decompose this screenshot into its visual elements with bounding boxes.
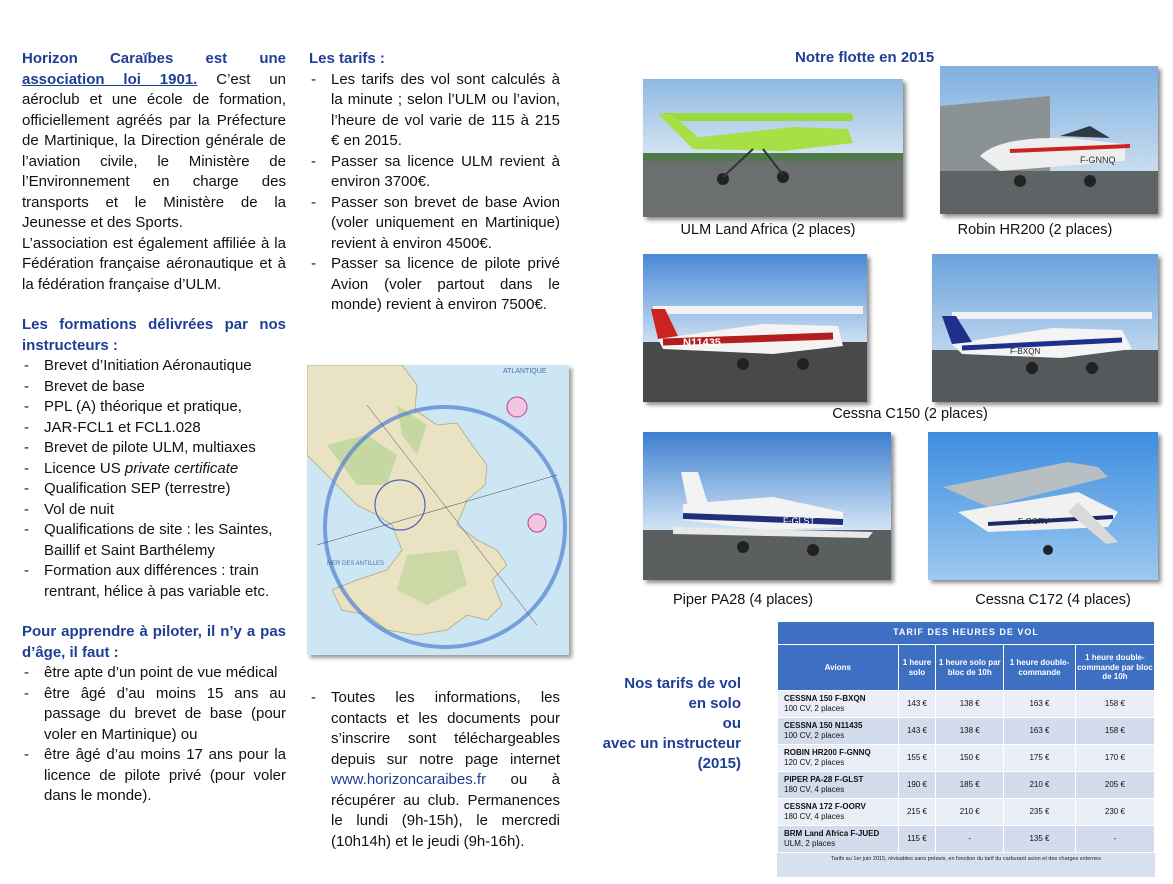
price-cell: 163 € <box>1004 691 1076 718</box>
martinique-map <box>307 365 569 655</box>
list-item <box>22 459 286 480</box>
rates-line: en solo <box>688 695 741 712</box>
plane-spec: 100 CV, 2 places <box>784 704 845 713</box>
list-item: - être âgé d’au moins 15 ans au passage du brevet de base (pour voler en Martinique) ou <box>22 684 286 746</box>
map-illustration <box>307 365 569 655</box>
age-list <box>22 663 286 807</box>
plane-name: PIPER PA-28 F-GLST <box>784 775 864 784</box>
licence-us-prefix: Licence US <box>44 459 125 477</box>
photo-ulm-land-africa <box>643 79 903 217</box>
cessna150b-registration: F-BXQN <box>1010 347 1041 356</box>
tarifs-title: Les tarifs : <box>309 50 385 67</box>
list-item: - Passer sa licence ULM revient à environ 3700€. <box>309 152 560 193</box>
price-cell: 210 € <box>1004 772 1076 799</box>
plane-name: CESSNA 172 F-OORV <box>784 802 866 811</box>
list-item: - Brevet de pilote ULM, multiaxes <box>22 438 286 459</box>
plane-cell <box>778 691 899 718</box>
plane-cell <box>778 772 899 799</box>
licence-us-italic: private certificate <box>124 459 239 477</box>
price-cell: 163 € <box>1004 718 1076 745</box>
intro-paragraph <box>22 49 286 234</box>
photo-cessna150-a <box>643 254 867 402</box>
price-cell: 185 € <box>936 772 1004 799</box>
price-cell: 135 € <box>1004 826 1076 853</box>
plane-name: CESSNA 150 F-BXQN <box>784 694 866 703</box>
list-item <box>309 688 560 852</box>
table-row <box>778 745 1155 772</box>
info-after: ou à récupérer au club. Permanences le lundi (9h-15h), le mercredi (10h14h) et le jeudi (9h-16h). <box>331 771 560 850</box>
website-link[interactable]: www.horizoncaraibes.fr <box>331 771 487 788</box>
tarif-table <box>777 621 1155 853</box>
rates-side-title <box>585 674 741 774</box>
price-cell: 205 € <box>1075 772 1154 799</box>
caption-piper: Piper PA28 (4 places) <box>673 592 813 608</box>
price-cell: 138 € <box>936 691 1004 718</box>
plane-name: BRM Land Africa F-JUED <box>784 829 880 838</box>
robin-registration: F-GNNQ <box>1080 155 1116 165</box>
photo-robin-hr200 <box>940 66 1158 214</box>
age-title: Pour apprendre à piloter, il n’y a pas d’âge, il faut : <box>22 623 286 661</box>
list-item: - Passer sa licence de pilote privé Avion (voler partout dans le monde) revient à environ 7500€. <box>309 254 560 316</box>
rates-line: avec un instructeur <box>602 735 741 752</box>
rates-line: (2015) <box>697 755 741 772</box>
price-cell: 190 € <box>898 772 936 799</box>
association-link[interactable]: association loi 1901. <box>22 70 198 88</box>
table-row <box>778 799 1155 826</box>
plane-cell <box>778 718 899 745</box>
price-cell: 158 € <box>1075 718 1154 745</box>
column-header: 1 heure solo par bloc de 10h <box>936 645 1004 691</box>
price-cell: - <box>1075 826 1154 853</box>
price-cell: 138 € <box>936 718 1004 745</box>
plane-cell <box>778 745 899 772</box>
formations-list <box>22 356 286 602</box>
price-cell: 155 € <box>898 745 936 772</box>
plane-spec: 120 CV, 2 places <box>784 758 845 767</box>
price-cell: 115 € <box>898 826 936 853</box>
price-cell: 215 € <box>898 799 936 826</box>
price-cell: 175 € <box>1004 745 1076 772</box>
caption-cessna150: Cessna C150 (2 places) <box>832 406 988 422</box>
table-row <box>778 826 1155 853</box>
tarifs-list <box>309 70 560 316</box>
cessna172-registration: F-OORV <box>1018 517 1049 526</box>
rates-line: Nos tarifs de vol <box>624 675 741 692</box>
list-item: - Brevet de base <box>22 377 286 398</box>
plane-spec: 180 CV, 4 places <box>784 785 845 794</box>
price-cell: 235 € <box>1004 799 1076 826</box>
formations-title: Les formations délivrées par nos instructeurs : <box>22 316 286 354</box>
list-item: - Vol de nuit <box>22 500 286 521</box>
plane-spec: ULM, 2 places <box>784 839 836 848</box>
column-header: 1 heure double-commande par bloc de 10h <box>1075 645 1154 691</box>
column-header: Avions <box>778 645 899 691</box>
list-item: - être âgé d’au moins 17 ans pour la licence de pilote privé (pour voler dans le monde). <box>22 745 286 807</box>
column-header: 1 heure solo <box>898 645 936 691</box>
table-row <box>778 691 1155 718</box>
table-footnote: Tarifs au 1er juin 2015, révisables sans préavis, en fonction du tarif du carburant avion et des charges externes <box>831 856 1101 862</box>
column-association <box>22 49 286 807</box>
caption-ulm: ULM Land Africa (2 places) <box>680 222 856 238</box>
intro-bold: Horizon Caraïbes est une <box>22 50 286 67</box>
rates-line: ou <box>722 715 741 732</box>
price-cell: - <box>936 826 1004 853</box>
info-before: Toutes les informations, les contacts et les documents pour s’inscrire sont téléchargeables depuis sur notre page internet <box>331 689 560 768</box>
info-block <box>309 688 560 852</box>
price-cell: 230 € <box>1075 799 1154 826</box>
intro-text: C’est un aéroclub et une école de formation, officiellement agréés par la Préfecture de Martinique, la Direction générale de l’aviation civile, le Ministère de l’Environnement en charge des transports et le Ministère de la Jeunesse et des Sports. <box>22 70 286 231</box>
list-item: - Formation aux différences : train rentrant, hélice à pas variable etc. <box>22 561 286 602</box>
list-item: - Passer son brevet de base Avion (voler uniquement en Martinique) revient à environ 4500€. <box>309 193 560 255</box>
fleet-title: Notre flotte en 2015 <box>795 49 935 66</box>
price-cell: 170 € <box>1075 745 1154 772</box>
list-item: - Qualification SEP (terrestre) <box>22 479 286 500</box>
ocean-label: ATLANTIQUE <box>503 368 547 375</box>
caption-robin: Robin HR200 (2 places) <box>957 222 1113 238</box>
tarif-table-card <box>777 621 1155 877</box>
photo-cessna150-b <box>932 254 1158 402</box>
piper-registration: F-GLST <box>783 516 816 526</box>
price-cell: 158 € <box>1075 691 1154 718</box>
list-item: - Qualifications de site : les Saintes, Baillif et Saint Barthélemy <box>22 520 286 561</box>
cessna150-registration: N11435 <box>683 337 721 349</box>
sea-label: MER DES ANTILLES <box>327 561 385 567</box>
plane-name: ROBIN HR200 F-GNNQ <box>784 748 871 757</box>
plane-spec: 180 CV, 4 places <box>784 812 845 821</box>
affiliation-text: L’association est également affiliée à la Fédération française aéronautique et à la fédération française d’ULM. <box>22 234 286 293</box>
list-item: - Brevet d’Initiation Aéronautique <box>22 356 286 377</box>
plane-cell <box>778 826 899 853</box>
price-cell: 143 € <box>898 691 936 718</box>
plane-spec: 100 CV, 2 places <box>784 731 845 740</box>
plane-name: CESSNA 150 N11435 <box>784 721 863 730</box>
photo-piper-pa28 <box>643 432 891 580</box>
price-cell: 150 € <box>936 745 1004 772</box>
table-row <box>778 718 1155 745</box>
photo-cessna172 <box>928 432 1158 580</box>
list-item: - Les tarifs des vol sont calculés à la minute ; selon l’ULM ou l’avion, l’heure de vol varie de 115 à 215 € en 2015. <box>309 70 560 152</box>
list-item: - PPL (A) théorique et pratique, <box>22 397 286 418</box>
plane-cell <box>778 799 899 826</box>
price-cell: 143 € <box>898 718 936 745</box>
list-item: - JAR-FCL1 et FCL1.028 <box>22 418 286 439</box>
caption-cessna172: Cessna C172 (4 places) <box>975 592 1131 608</box>
table-title: TARIF DES HEURES DE VOL <box>778 622 1155 645</box>
list-item: - être apte d’un point de vue médical <box>22 663 286 684</box>
column-header: 1 heure double-commande <box>1004 645 1076 691</box>
price-cell: 210 € <box>936 799 1004 826</box>
table-row <box>778 772 1155 799</box>
column-tarifs <box>309 49 560 316</box>
